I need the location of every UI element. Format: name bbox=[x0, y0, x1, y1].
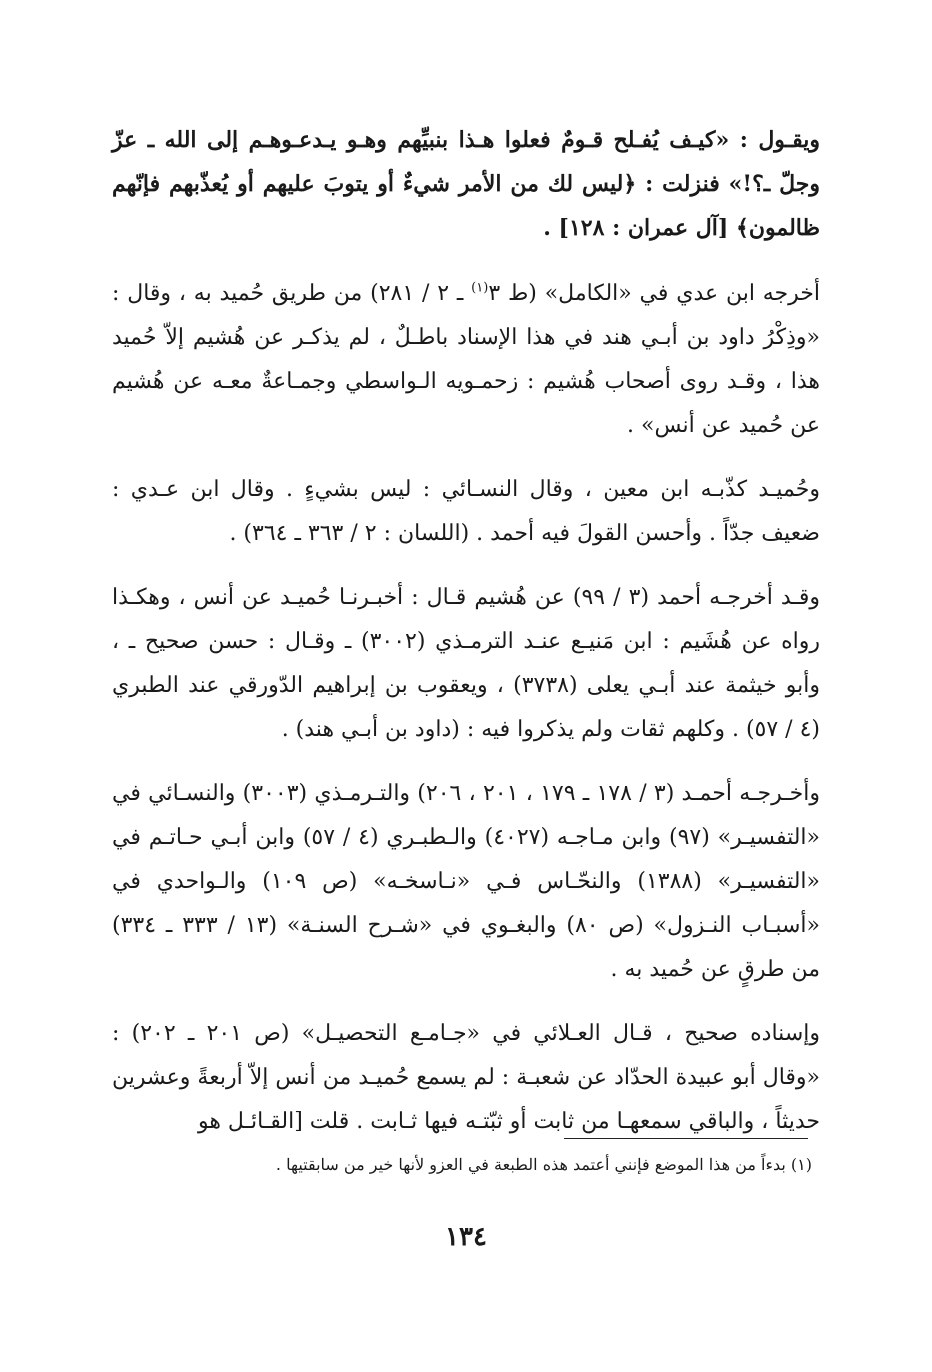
paragraph-hadith: ويقـول : «كيـف يُفـلح قـومٌ فعلوا هـذا بنبيِّهم وهـو يـدعـوهـم إلى الله ـ عزّ وجلّ ـ؟!» فنزلت : ﴿ليس لك من الأمر شيءٌ أو يتوبَ عليهم أو يُعذّبهم فإنّهم ظالمون﴾ [آل عمران : ١٢٨] . bbox=[112, 127, 820, 241]
paragraph-ahmad-narration: وقـد أخرجـه أحمد (٣ / ٩٩) عن هُشيم قـال : أخبـرنـا حُميـد عن أنس ، وهكـذا رواه عن هُشَيم : ابن مَنيـع عنـد الترمـذي (٣٠٠٢) ـ وقـال : حسن صحيح ـ ، وأبو خيثمة عند أبـي يعلى (٣٧٣٨) ، ويعقوب بن إبراهيم الدّورقي عند الطبري (٤ / ٥٧) . وكلهم ثقات ولم يذكروا فيه : (داود بن أبـي هند) . bbox=[112, 585, 821, 742]
footnote: (١) بدءاً من هذا الموضع فإنني أعتمد هذه الطبعة في العزو لأنها خير من سابقتيها . bbox=[275, 1155, 812, 1174]
paragraph-ibn-adi-rest: ـ ٢ / ٢٨١) من طريق حُميد به ، وقال : «وذِكْرُ داود بن أبـي هند في هذا الإسناد باطـلٌ ، لم يذكـر عن هُشيم إلاّ حُميد هذا ، وقـد روى أصحاب هُشيم : زحمـويه الـواسطي وجمـاعةٌ معـه عن هُشيم عن حُميد عن أنس» . bbox=[112, 281, 820, 438]
paragraph-ibn-adi-start: أخرجه ابن عدي في «الكامل» (ط ٣ bbox=[488, 281, 820, 306]
page-number: ١٣٤ bbox=[445, 1222, 487, 1252]
paragraph-sources: وأخـرجـه أحمـد (٣ / ١٧٨ ـ ١٧٩ ، ٢٠١ ، ٢٠٦) والتـرمـذي (٣٠٠٣) والنسـائي في «التفسيـر» (٩٧) وابن مـاجـه (٤٠٢٧) والـطبـري (٤ / ٥٧) وابن أبـي حـاتـم في «التفسيـر» (١٣٨٨) والنحّـاس فـي «نـاسخـه» (ص ١٠٩) والـواحدي في «أسبـاب النـزول» (ص ٨٠) والبغـوي في «شـرح السنـة» (١٣ / ٣٣٣ ـ ٣٣٤) من طرقٍ عن حُميد به . bbox=[112, 781, 820, 982]
paragraph-humaid-grading: وحُميـد كذّبـه ابن معين ، وقال النسـائي : ليس بشيءٍ . وقال ابن عـدي : ضعيف جدّاً . وأحسن القولَ فيه أحمد . (اللسان : ٢ / ٣٦٣ ـ ٣٦٤) . bbox=[112, 477, 820, 546]
footnote-divider bbox=[564, 1138, 808, 1139]
paragraph-isnad: وإسناده صحيح ، قـال العـلائي في «جـامـع التحصيـل» (ص ٢٠١ ـ ٢٠٢) : «وقال أبو عبيدة الحدّاد عن شعبـة : لم يسمع حُميـد من أنس إلاّ أربعةً وعشرين حديثاً ، والباقي سمعهـا من ثابت أو ثبّتـه فيها ثـابت . قلت [القـائـل هو bbox=[112, 1021, 820, 1134]
footnote-marker[interactable]: (١) bbox=[471, 280, 489, 296]
paragraph-ibn-adi bbox=[112, 272, 820, 448]
